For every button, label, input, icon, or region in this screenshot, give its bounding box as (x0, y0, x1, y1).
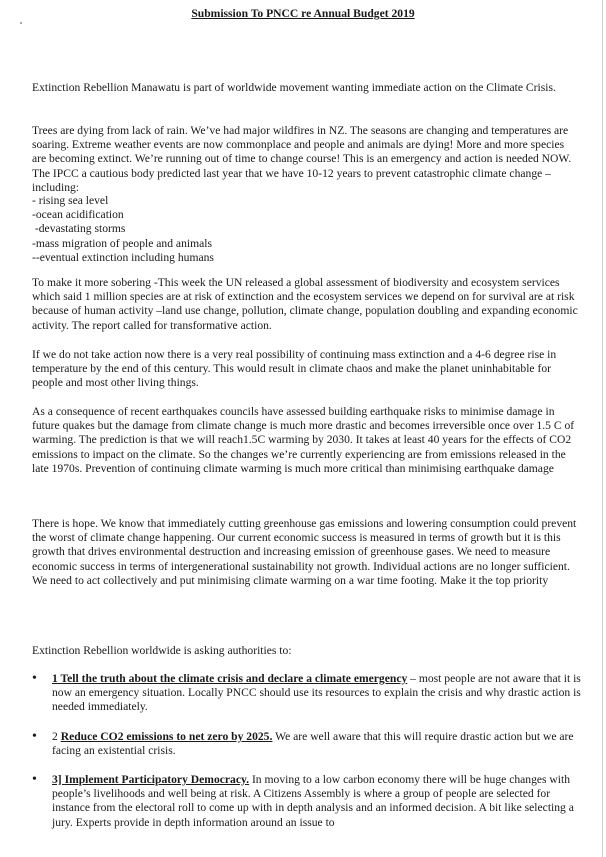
demand-item (32, 772, 582, 830)
scan-speck (20, 22, 22, 24)
demand-number: 3] (52, 773, 65, 786)
bullet-icon: • (32, 772, 37, 787)
demand-heading: Reduce CO2 emissions to net zero by 2025. (60, 730, 273, 743)
demand-body: We are well aware that this will require drastic action but we are facing an existential crisis. (52, 730, 574, 758)
demand-item (32, 729, 582, 758)
demand-item (32, 671, 582, 715)
earthquakes-paragraph: As a consequence of recent earthquakes councils have assessed building earthquake risks to minimise damage in future quakes but the damage from climate change is much more drastic and becomes irreversible once over 1.5 C of warming. The prediction is that we will reach1.5C warming by 2030. It takes at least 40 years for the effects of CO2 emissions to impact on the climate. So the changes we’re currently experiencing are from emissions released in the late 1970s. Prevention of continuing climate warming is much more critical than minimising earthquake damage (32, 405, 575, 475)
asking-paragraph: Extinction Rebellion worldwide is asking authorities to: (32, 644, 292, 657)
bullet-icon: • (32, 729, 37, 744)
impact-item: --eventual extinction including humans (32, 250, 214, 264)
demand-number: 2 (52, 730, 61, 743)
impact-item: - rising sea level (32, 194, 109, 207)
hope-paragraph: There is hope. We know that immediately cutting greenhouse gas emissions and lowering consumption could prevent the worst of climate change happening. Our current economic success is measured in terms of growth but it is this growth that drives environmental destruction and increasing emission of greenhouse gases. We need to measure economic success in terms of intergenerational sustainability not growth. Individual actions are no longer sufficient. We need to act collectively and put minimising climate warming on a war time footing. Make it the top priority (32, 517, 577, 587)
bullet-icon: • (32, 671, 37, 686)
demand-body: In moving to a low carbon economy there will be huge changes with people’s livelihoods and well being at risk. A Citizens Assembly is where a group of people are selected for instance from the electoral roll to come up with in depth analysis and an informed decision. A bit like selecting a jury. Experts provide in depth information around an issue to (52, 773, 574, 829)
demand-heading: 1 Tell the truth about the climate crisis and declare a climate emergency (52, 672, 408, 685)
document-title: Submission To PNCC re Annual Budget 2019 (191, 7, 415, 20)
page-edge (602, 0, 603, 857)
impact-item: -ocean acidification (32, 208, 124, 222)
sobering-paragraph: To make it more sobering -This week the UN released a global assessment of biodiversity and ecosystem services which said 1 million species are at risk of extinction and the ecosystem services we depend on for survival are at risk because of human activity –land use change, pollution, climate change, population doubling and expanding economic activity. The report called for transformative action. (32, 276, 578, 332)
no-action-paragraph: If we do not take action now there is a very real possibility of continuing mass extinction and a 4-6 degree rise in temperature by the end of this century. This would result in climate chaos and make the planet uninhabitable for people and most other living things. (32, 348, 557, 390)
demand-heading: Implement Participatory Democracy. (64, 773, 250, 786)
impacts-list (32, 194, 580, 265)
impact-item: -devastating storms (32, 222, 126, 236)
impact-item: -mass migration of people and animals (32, 236, 212, 250)
demand-body: – most people are not aware that it is now an emergency situation. Locally PNCC should use its resources to explain the crisis and why drastic action is needed immediately. (52, 672, 581, 714)
intro-paragraph: Extinction Rebellion Manawatu is part of worldwide movement wanting immediate action on the Climate Crisis. (32, 81, 556, 94)
trees-paragraph: Trees are dying from lack of rain. We’ve had major wildfires in NZ. The seasons are changing and temperatures are soaring. Extreme weather events are now commonplace and people and animals are dying! More and more species are becoming extinct. We’re running out of time to change course! This is an emergency and action is needed NOW. The IPCC a cautious body predicted last year that we have 10-12 years to prevent catastrophic climate change – including: (32, 124, 572, 194)
